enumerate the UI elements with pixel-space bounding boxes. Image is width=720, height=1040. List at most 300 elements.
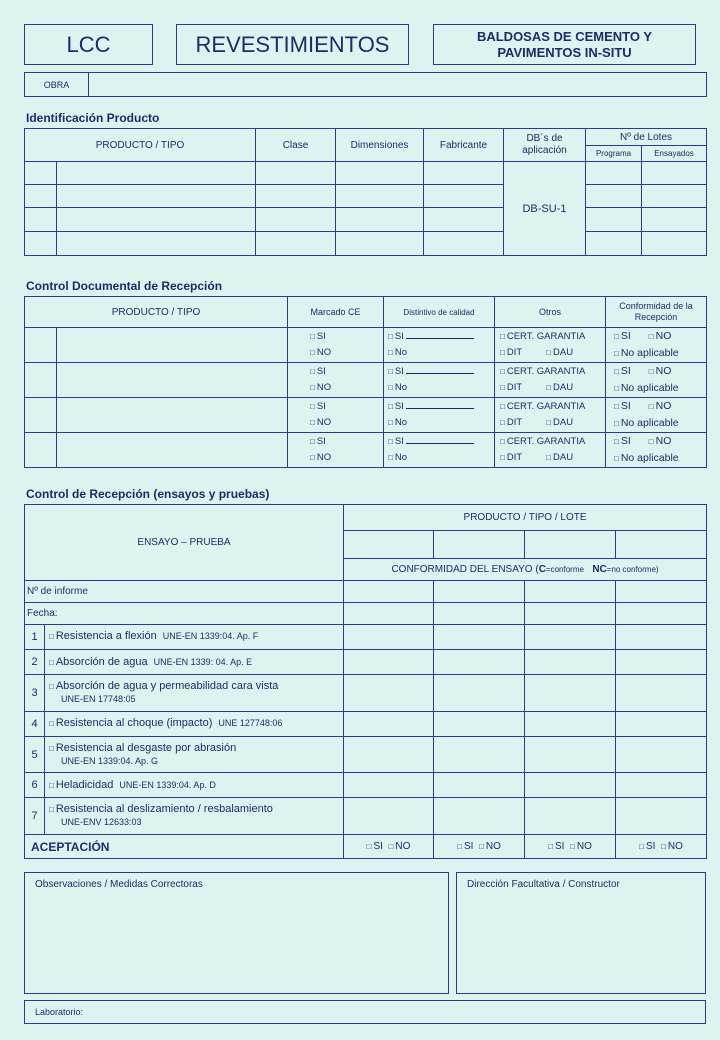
cr-informe-label: Nº de informe bbox=[25, 581, 344, 603]
cd-no-aplicable-label: No aplicable bbox=[620, 347, 679, 359]
id-cell[interactable] bbox=[586, 208, 642, 232]
id-db-value: DB-SU-1 bbox=[504, 162, 586, 256]
cd-cell[interactable] bbox=[25, 433, 57, 468]
control-doc-title: Control Documental de Recepción bbox=[26, 279, 223, 293]
cd-marcado-cell bbox=[288, 328, 384, 363]
cr-test-cell[interactable] bbox=[45, 773, 344, 798]
cr-aceptacion-cell[interactable] bbox=[525, 835, 616, 859]
cd-no-label: No bbox=[394, 417, 407, 428]
id-col-ensayados: Ensayados bbox=[642, 146, 707, 162]
cr-col-producto-lote: PRODUCTO / TIPO / LOTE bbox=[344, 505, 707, 531]
cd-si-label: SI bbox=[620, 365, 631, 377]
checkbox-icon[interactable]: □ bbox=[570, 842, 575, 851]
cr-test-row bbox=[25, 773, 707, 798]
checkbox-icon[interactable]: □ bbox=[500, 383, 505, 392]
cr-cell[interactable] bbox=[344, 773, 434, 798]
cd-cell[interactable] bbox=[25, 398, 57, 433]
cd-marcado-cell bbox=[288, 363, 384, 398]
obra-field[interactable] bbox=[89, 73, 707, 97]
cd-marcado-no[interactable] bbox=[310, 450, 381, 466]
cr-test-name: Heladicidad bbox=[55, 778, 114, 791]
cr-acc-no: NO bbox=[485, 841, 501, 852]
cr-cell[interactable] bbox=[525, 711, 616, 736]
obra-label: OBRA bbox=[25, 73, 89, 97]
cd-marcado-si[interactable] bbox=[310, 329, 381, 345]
id-cell[interactable] bbox=[336, 185, 424, 208]
direccion-label: Dirección Facultativa / Constructor bbox=[467, 879, 620, 890]
cd-dit-label: DIT bbox=[506, 417, 523, 428]
id-cell[interactable] bbox=[25, 185, 57, 208]
cr-cell[interactable] bbox=[616, 798, 707, 835]
id-cell[interactable] bbox=[642, 185, 707, 208]
checkbox-icon[interactable]: □ bbox=[546, 418, 551, 427]
cd-conf-no-aplicable[interactable] bbox=[614, 450, 704, 467]
cr-test-cell[interactable] bbox=[45, 675, 344, 712]
cd-cert-label: CERT. GARANTIA bbox=[506, 436, 586, 447]
cd-marcado-si[interactable] bbox=[310, 399, 381, 415]
cd-col-producto: PRODUCTO / TIPO bbox=[25, 297, 288, 328]
cd-otros-dit-dau[interactable] bbox=[500, 415, 603, 431]
cr-cell[interactable] bbox=[616, 773, 707, 798]
cr-cell[interactable] bbox=[616, 711, 707, 736]
cd-conformidad-cell bbox=[606, 433, 707, 468]
cr-cell[interactable] bbox=[616, 675, 707, 712]
cd-otros-cert[interactable] bbox=[500, 434, 603, 450]
id-col-clase: Clase bbox=[256, 129, 336, 162]
observaciones-label: Observaciones / Medidas Correctoras bbox=[35, 879, 203, 890]
cr-test-cell[interactable] bbox=[45, 650, 344, 675]
cr-test-ref: UNE-EN 1339: 04. Ap. E bbox=[153, 656, 253, 667]
laboratorio-box[interactable] bbox=[24, 1000, 706, 1024]
id-cell[interactable] bbox=[25, 208, 57, 232]
cd-cell[interactable] bbox=[57, 433, 288, 468]
cr-test-text bbox=[49, 630, 341, 643]
header-title bbox=[433, 24, 696, 65]
cd-otros-cell bbox=[495, 433, 606, 468]
checkbox-icon[interactable]: □ bbox=[648, 402, 654, 411]
cr-test-row bbox=[25, 736, 707, 773]
cd-cell[interactable] bbox=[25, 328, 57, 363]
checkbox-icon[interactable]: □ bbox=[388, 383, 393, 392]
cr-aceptacion-cell[interactable] bbox=[616, 835, 707, 859]
id-cell[interactable] bbox=[57, 162, 256, 185]
cd-no-label: NO bbox=[316, 417, 332, 428]
checkbox-icon[interactable]: □ bbox=[310, 418, 315, 427]
id-cell[interactable] bbox=[256, 185, 336, 208]
id-cell[interactable] bbox=[25, 162, 57, 185]
cd-cell[interactable] bbox=[57, 328, 288, 363]
cd-no-label: No bbox=[394, 452, 407, 463]
cd-conf-no-aplicable[interactable] bbox=[614, 415, 704, 432]
cd-col-distintivo: Distintivo de calidad bbox=[384, 297, 495, 328]
cr-cell[interactable] bbox=[525, 675, 616, 712]
checkbox-icon[interactable]: □ bbox=[310, 332, 315, 341]
cr-acc-si: SI bbox=[646, 841, 656, 852]
cd-dau-label: DAU bbox=[553, 417, 574, 428]
laboratorio-label: Laboratorio: bbox=[35, 1007, 84, 1017]
cr-test-row bbox=[25, 675, 707, 712]
cr-aceptacion-label: ACEPTACIÓN bbox=[25, 835, 344, 859]
cr-cell[interactable] bbox=[344, 711, 434, 736]
checkbox-icon[interactable]: □ bbox=[49, 632, 54, 642]
cr-cell[interactable] bbox=[525, 581, 616, 603]
cd-distintivo-no[interactable] bbox=[388, 415, 492, 431]
checkbox-icon[interactable]: □ bbox=[661, 842, 666, 851]
cd-conformidad-cell bbox=[606, 398, 707, 433]
cd-distintivo-line[interactable] bbox=[406, 400, 474, 409]
id-cell[interactable] bbox=[586, 162, 642, 185]
control-rec-table bbox=[24, 504, 707, 859]
control-rec-title: Control de Recepción (ensayos y pruebas) bbox=[26, 487, 270, 501]
cr-lote-cell[interactable] bbox=[525, 531, 616, 558]
cr-conf-c: C bbox=[538, 564, 546, 576]
checkbox-icon[interactable]: □ bbox=[49, 743, 54, 753]
cr-cell[interactable] bbox=[434, 773, 525, 798]
cr-conf-nc-text: =no conforme) bbox=[606, 565, 659, 575]
checkbox-icon[interactable]: □ bbox=[614, 332, 619, 341]
checkbox-icon[interactable]: □ bbox=[614, 367, 619, 376]
checkbox-icon[interactable]: □ bbox=[500, 437, 505, 446]
cd-row bbox=[25, 433, 707, 468]
cd-marcado-cell bbox=[288, 398, 384, 433]
checkbox-icon[interactable]: □ bbox=[388, 437, 393, 446]
cd-conf-no-aplicable[interactable] bbox=[614, 345, 704, 362]
cr-test-num: 6 bbox=[25, 773, 45, 798]
cd-otros-cert[interactable] bbox=[500, 399, 603, 415]
cr-test-row bbox=[25, 711, 707, 736]
checkbox-icon[interactable]: □ bbox=[639, 842, 645, 851]
cr-acc-no: NO bbox=[667, 841, 683, 852]
cd-otros-cell bbox=[495, 398, 606, 433]
cr-cell[interactable] bbox=[525, 603, 616, 625]
cr-cell[interactable] bbox=[616, 603, 707, 625]
cr-test-name: Resistencia al choque (impacto) bbox=[55, 717, 213, 730]
header-category-text: REVESTIMIENTOS bbox=[195, 31, 390, 57]
cd-cell[interactable] bbox=[57, 398, 288, 433]
cr-cell[interactable] bbox=[344, 798, 434, 835]
cr-test-cell[interactable] bbox=[45, 798, 344, 835]
cd-dau-label: DAU bbox=[553, 347, 574, 358]
id-cell[interactable] bbox=[256, 232, 336, 256]
cd-no-aplicable-label: No aplicable bbox=[620, 382, 679, 394]
cr-test-num: 7 bbox=[25, 798, 45, 835]
cd-conf-si-no[interactable] bbox=[614, 363, 704, 380]
cr-cell[interactable] bbox=[525, 736, 616, 773]
cd-otros-cert[interactable] bbox=[500, 364, 603, 380]
cr-test-cell[interactable] bbox=[45, 624, 344, 649]
cd-distintivo-si[interactable] bbox=[388, 399, 492, 415]
header-title-line1: BALDOSAS DE CEMENTO Y bbox=[476, 28, 653, 44]
checkbox-icon[interactable]: □ bbox=[388, 453, 393, 462]
checkbox-icon[interactable]: □ bbox=[388, 418, 393, 427]
cr-cell[interactable] bbox=[434, 624, 525, 649]
cr-cell[interactable] bbox=[434, 581, 525, 603]
cr-cell[interactable] bbox=[434, 736, 525, 773]
checkbox-icon[interactable]: □ bbox=[648, 367, 654, 376]
cr-cell[interactable] bbox=[525, 650, 616, 675]
checkbox-icon[interactable]: □ bbox=[500, 348, 505, 357]
checkbox-icon[interactable]: □ bbox=[500, 418, 505, 427]
cr-test-text bbox=[49, 803, 341, 829]
cd-no-aplicable-label: No aplicable bbox=[620, 417, 679, 429]
checkbox-icon[interactable]: □ bbox=[546, 453, 551, 462]
cd-col-otros: Otros bbox=[495, 297, 606, 328]
cd-no-label: NO bbox=[316, 452, 332, 463]
id-cell[interactable] bbox=[642, 208, 707, 232]
cr-cell[interactable] bbox=[434, 675, 525, 712]
cr-aceptacion-cell[interactable] bbox=[344, 835, 434, 859]
checkbox-icon[interactable]: □ bbox=[366, 842, 372, 851]
cd-distintivo-no[interactable] bbox=[388, 345, 492, 361]
checkbox-icon[interactable]: □ bbox=[500, 367, 505, 376]
cd-distintivo-no[interactable] bbox=[388, 380, 492, 396]
cr-cell[interactable] bbox=[434, 711, 525, 736]
cr-lote-cell[interactable] bbox=[344, 531, 434, 558]
cd-otros-dit-dau[interactable] bbox=[500, 345, 603, 361]
cr-cell[interactable] bbox=[434, 603, 525, 625]
direccion-box[interactable] bbox=[456, 872, 706, 994]
checkbox-icon[interactable]: □ bbox=[479, 842, 484, 851]
cd-marcado-si[interactable] bbox=[310, 364, 381, 380]
cd-distintivo-no[interactable] bbox=[388, 450, 492, 466]
id-cell[interactable] bbox=[642, 162, 707, 185]
cr-acc-si: SI bbox=[554, 841, 565, 852]
id-cell[interactable] bbox=[424, 185, 504, 208]
checkbox-icon[interactable]: □ bbox=[457, 842, 462, 851]
checkbox-icon[interactable]: □ bbox=[49, 780, 54, 790]
id-row bbox=[25, 162, 707, 185]
cr-test-cell[interactable] bbox=[45, 736, 344, 773]
cr-fecha-label: Fecha: bbox=[25, 603, 344, 625]
cr-lote-cell[interactable] bbox=[616, 531, 707, 558]
cr-lote-cell[interactable] bbox=[434, 531, 525, 558]
id-row bbox=[25, 208, 707, 232]
cr-test-name: Resistencia al deslizamiento / resbalamiento bbox=[55, 803, 273, 816]
cr-test-text bbox=[49, 779, 341, 792]
id-cell[interactable] bbox=[336, 232, 424, 256]
cd-distintivo-line[interactable] bbox=[406, 435, 474, 444]
cr-conf-prefix: CONFORMIDAD DEL ENSAYO ( bbox=[391, 564, 539, 576]
checkbox-icon[interactable]: □ bbox=[388, 367, 393, 376]
cr-test-num: 3 bbox=[25, 675, 45, 712]
cr-cell[interactable] bbox=[344, 624, 434, 649]
cd-dit-label: DIT bbox=[506, 452, 523, 463]
id-cell[interactable] bbox=[586, 232, 642, 256]
checkbox-icon[interactable]: □ bbox=[310, 437, 315, 446]
cr-cell[interactable] bbox=[344, 736, 434, 773]
cr-cell[interactable] bbox=[616, 581, 707, 603]
cr-test-text bbox=[49, 680, 341, 706]
checkbox-icon[interactable]: □ bbox=[614, 454, 619, 463]
cd-dau-label: DAU bbox=[553, 382, 574, 393]
checkbox-icon[interactable]: □ bbox=[310, 367, 315, 376]
cd-si-label: SI bbox=[316, 366, 326, 377]
cd-distintivo-si[interactable] bbox=[388, 434, 492, 450]
checkbox-icon[interactable]: □ bbox=[388, 842, 394, 851]
cd-col-marcado: Marcado CE bbox=[288, 297, 384, 328]
cr-cell[interactable] bbox=[525, 773, 616, 798]
cd-distintivo-cell bbox=[384, 328, 495, 363]
cr-test-ref: UNE 127748:06 bbox=[218, 718, 283, 729]
cr-test-text bbox=[49, 742, 341, 768]
checkbox-icon[interactable]: □ bbox=[546, 348, 551, 357]
header-title-line2: PAVIMENTOS IN-SITU bbox=[497, 44, 632, 60]
id-cell[interactable] bbox=[25, 232, 57, 256]
cr-cell[interactable] bbox=[344, 650, 434, 675]
cd-si-label: SI bbox=[620, 330, 631, 342]
cd-row bbox=[25, 328, 707, 363]
cd-marcado-no[interactable] bbox=[310, 380, 381, 396]
cr-col-ensayo: ENSAYO – PRUEBA bbox=[25, 505, 344, 581]
cd-otros-cert[interactable] bbox=[500, 329, 603, 345]
id-cell[interactable] bbox=[57, 208, 256, 232]
checkbox-icon[interactable]: □ bbox=[388, 332, 393, 341]
id-col-dimensiones: Dimensiones bbox=[336, 129, 424, 162]
cd-si-label: SI bbox=[394, 436, 404, 447]
cr-conf-nc: NC bbox=[592, 564, 607, 576]
cr-test-text bbox=[49, 717, 341, 730]
cr-cell[interactable] bbox=[344, 581, 434, 603]
id-cell[interactable] bbox=[57, 185, 256, 208]
checkbox-icon[interactable]: □ bbox=[614, 402, 619, 411]
checkbox-icon[interactable]: □ bbox=[614, 349, 619, 358]
checkbox-icon[interactable]: □ bbox=[614, 384, 619, 393]
cd-si-label: SI bbox=[620, 435, 631, 447]
cd-otros-dit-dau[interactable] bbox=[500, 380, 603, 396]
cr-test-name: Resistencia a flexión bbox=[55, 630, 157, 643]
header-code-text: LCC bbox=[66, 31, 111, 57]
checkbox-icon[interactable]: □ bbox=[548, 842, 553, 851]
checkbox-icon[interactable]: □ bbox=[648, 332, 654, 341]
cr-aceptacion-cell[interactable] bbox=[434, 835, 525, 859]
cd-no-label: NO bbox=[655, 330, 672, 342]
cd-marcado-si[interactable] bbox=[310, 434, 381, 450]
cd-no-label: NO bbox=[655, 435, 672, 447]
cd-si-label: SI bbox=[620, 400, 631, 412]
checkbox-icon[interactable]: □ bbox=[614, 437, 619, 446]
cr-cell[interactable] bbox=[616, 650, 707, 675]
checkbox-icon[interactable]: □ bbox=[310, 453, 315, 462]
id-cell[interactable] bbox=[424, 232, 504, 256]
cd-no-label: NO bbox=[655, 365, 672, 377]
cr-cell[interactable] bbox=[434, 650, 525, 675]
control-doc-table bbox=[24, 296, 707, 468]
id-col-fabricante: Fabricante bbox=[424, 129, 504, 162]
cd-row bbox=[25, 363, 707, 398]
cd-si-label: SI bbox=[394, 401, 404, 412]
cd-conf-si-no[interactable] bbox=[614, 398, 704, 415]
checkbox-icon[interactable]: □ bbox=[388, 348, 393, 357]
checkbox-icon[interactable]: □ bbox=[614, 419, 619, 428]
cd-cell[interactable] bbox=[25, 363, 57, 398]
cr-acc-si: SI bbox=[463, 841, 474, 852]
id-cell[interactable] bbox=[256, 162, 336, 185]
cd-otros-cell bbox=[495, 363, 606, 398]
checkbox-icon[interactable]: □ bbox=[546, 383, 551, 392]
id-col-producto: PRODUCTO / TIPO bbox=[25, 129, 256, 162]
cr-cell[interactable] bbox=[434, 798, 525, 835]
checkbox-icon[interactable]: □ bbox=[310, 348, 315, 357]
id-col-programa: Programa bbox=[586, 146, 642, 162]
id-cell[interactable] bbox=[256, 208, 336, 232]
checkbox-icon[interactable]: □ bbox=[49, 657, 54, 667]
cr-cell[interactable] bbox=[525, 624, 616, 649]
cd-conf-si-no[interactable] bbox=[614, 328, 704, 345]
header-code bbox=[24, 24, 153, 65]
cr-test-row bbox=[25, 798, 707, 835]
cr-test-ref: UNE-EN 17748:05 bbox=[61, 693, 136, 704]
cd-si-label: SI bbox=[316, 331, 326, 342]
cd-conf-no-aplicable[interactable] bbox=[614, 380, 704, 397]
cr-test-ref: UNE-EN 1339:04. Ap. D bbox=[119, 779, 216, 790]
cd-distintivo-line[interactable] bbox=[406, 330, 474, 339]
cr-cell[interactable] bbox=[616, 736, 707, 773]
checkbox-icon[interactable]: □ bbox=[648, 437, 654, 446]
cr-test-name: Absorción de agua y permeabilidad cara vista bbox=[55, 679, 279, 692]
id-cell[interactable] bbox=[57, 232, 256, 256]
checkbox-icon[interactable]: □ bbox=[500, 332, 505, 341]
cd-distintivo-si[interactable] bbox=[388, 329, 492, 345]
id-cell[interactable] bbox=[336, 162, 424, 185]
id-row bbox=[25, 185, 707, 208]
checkbox-icon[interactable]: □ bbox=[500, 402, 505, 411]
id-cell[interactable] bbox=[642, 232, 707, 256]
cd-no-label: No bbox=[394, 382, 407, 393]
checkbox-icon[interactable]: □ bbox=[310, 383, 315, 392]
cr-cell[interactable] bbox=[525, 798, 616, 835]
id-cell[interactable] bbox=[336, 208, 424, 232]
checkbox-icon[interactable]: □ bbox=[49, 681, 54, 691]
observaciones-box[interactable] bbox=[24, 872, 449, 994]
cr-test-cell[interactable] bbox=[45, 711, 344, 736]
cd-no-aplicable-label: No aplicable bbox=[620, 452, 679, 464]
cd-otros-dit-dau[interactable] bbox=[500, 450, 603, 466]
cr-test-ref: UNE-ENV 12633:03 bbox=[61, 817, 142, 828]
cr-test-num: 4 bbox=[25, 711, 45, 736]
cd-distintivo-si[interactable] bbox=[388, 364, 492, 380]
cr-cell[interactable] bbox=[344, 675, 434, 712]
cr-test-num: 5 bbox=[25, 736, 45, 773]
checkbox-icon[interactable]: □ bbox=[49, 805, 54, 815]
cd-no-label: NO bbox=[655, 400, 672, 412]
cd-cert-label: CERT. GARANTIA bbox=[506, 366, 586, 377]
cr-test-row bbox=[25, 650, 707, 675]
cd-marcado-no[interactable] bbox=[310, 345, 381, 361]
identificacion-title: Identificación Producto bbox=[26, 111, 160, 125]
cd-cell[interactable] bbox=[57, 363, 288, 398]
cr-acc-si: SI bbox=[373, 841, 383, 852]
id-cell[interactable] bbox=[424, 208, 504, 232]
cd-marcado-no[interactable] bbox=[310, 415, 381, 431]
cd-marcado-cell bbox=[288, 433, 384, 468]
cd-distintivo-line[interactable] bbox=[406, 365, 474, 374]
cd-si-label: SI bbox=[316, 401, 326, 412]
cd-dit-label: DIT bbox=[506, 382, 523, 393]
id-cell[interactable] bbox=[424, 162, 504, 185]
cd-distintivo-cell bbox=[384, 433, 495, 468]
checkbox-icon[interactable]: □ bbox=[310, 402, 315, 411]
cr-cell[interactable] bbox=[616, 624, 707, 649]
checkbox-icon[interactable]: □ bbox=[500, 453, 505, 462]
checkbox-icon[interactable]: □ bbox=[388, 402, 393, 411]
checkbox-icon[interactable]: □ bbox=[49, 719, 54, 729]
cr-cell[interactable] bbox=[344, 603, 434, 625]
cd-conf-si-no[interactable] bbox=[614, 433, 704, 450]
cr-test-row bbox=[25, 624, 707, 649]
id-cell[interactable] bbox=[586, 185, 642, 208]
cd-col-conformidad: Conformidad de la Recepción bbox=[606, 297, 707, 328]
cd-dit-label: DIT bbox=[506, 347, 523, 358]
